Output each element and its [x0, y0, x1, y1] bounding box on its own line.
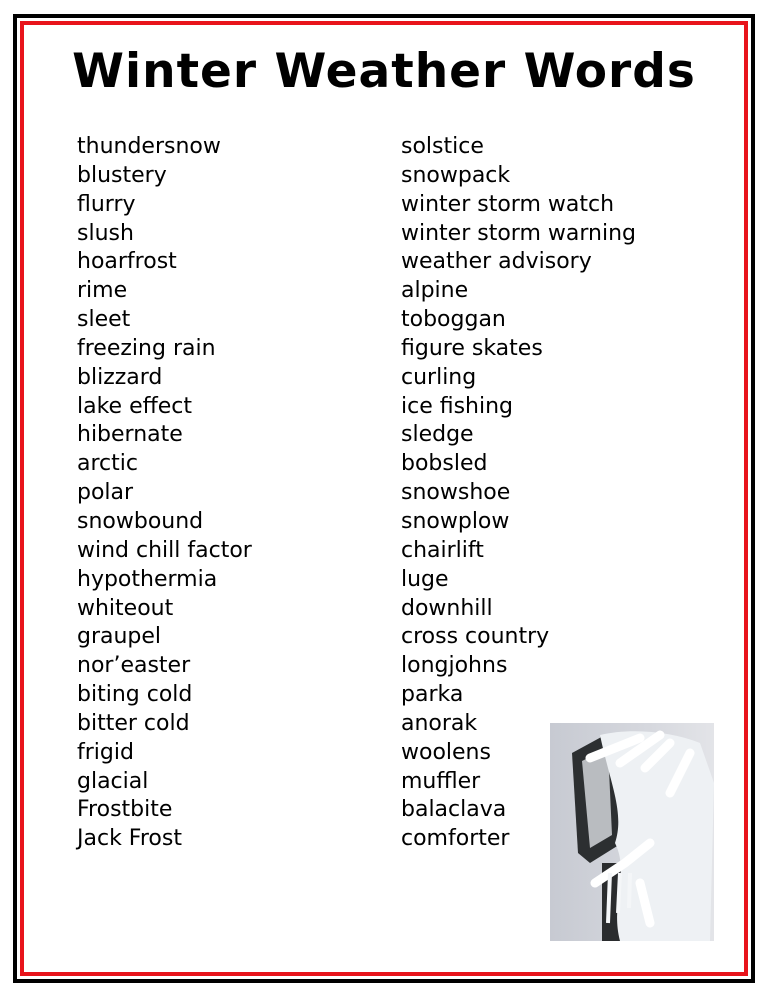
word-item: freezing rain: [77, 335, 216, 361]
word-item: slush: [77, 220, 134, 246]
word-item: polar: [77, 480, 134, 506]
word-item: biting cold: [77, 682, 193, 708]
word-item: balaclava: [401, 797, 507, 823]
word-item: bitter cold: [77, 710, 190, 736]
word-item: snowplow: [401, 508, 510, 534]
word-item: hibernate: [77, 422, 183, 448]
word-item: blustery: [77, 162, 167, 188]
word-item: Frostbite: [77, 797, 173, 823]
word-item: cross country: [401, 624, 550, 650]
word-item: parka: [401, 682, 464, 708]
word-item: luge: [401, 566, 449, 592]
word-item: flurry: [77, 191, 136, 217]
word-item: Jack Frost: [77, 826, 182, 852]
word-item: weather advisory: [401, 249, 592, 275]
word-item: chairlift: [401, 537, 484, 563]
word-item: snowbound: [77, 508, 204, 534]
word-item: whiteout: [77, 595, 174, 621]
word-item: woolens: [401, 739, 491, 765]
word-item: glacial: [77, 768, 149, 794]
word-item: sledge: [401, 422, 474, 448]
word-item: ice fishing: [401, 393, 514, 419]
word-item: thundersnow: [77, 134, 221, 159]
word-item: lake effect: [77, 393, 193, 419]
word-item: graupel: [77, 624, 162, 650]
word-item: comforter: [401, 826, 510, 852]
word-list-left: [77, 133, 252, 854]
word-item: curling: [401, 364, 477, 390]
word-item: longjohns: [401, 653, 508, 679]
word-item: snowpack: [401, 162, 511, 188]
word-item: toboggan: [401, 307, 506, 333]
word-item: sleet: [77, 307, 131, 333]
word-item: rime: [77, 278, 128, 304]
word-item: alpine: [401, 278, 469, 304]
word-item: hypothermia: [77, 566, 218, 592]
word-item: winter storm watch: [401, 191, 615, 217]
page-title: Winter Weather Words: [72, 44, 696, 99]
word-item: downhill: [401, 595, 493, 621]
word-item: muffler: [401, 768, 481, 794]
word-item: solstice: [401, 134, 484, 159]
word-item: nor’easter: [77, 653, 191, 679]
word-item: arctic: [77, 451, 138, 477]
word-item: hoarfrost: [77, 249, 177, 275]
word-item: wind chill factor: [77, 537, 252, 563]
word-item: bobsled: [401, 451, 488, 477]
word-item: figure skates: [401, 335, 543, 361]
word-item: snowshoe: [401, 480, 511, 506]
frozen-lamp-photo: [550, 723, 714, 941]
word-item: anorak: [401, 710, 478, 736]
word-item: winter storm warning: [401, 220, 636, 246]
word-item: blizzard: [77, 364, 163, 390]
word-item: frigid: [77, 739, 134, 765]
